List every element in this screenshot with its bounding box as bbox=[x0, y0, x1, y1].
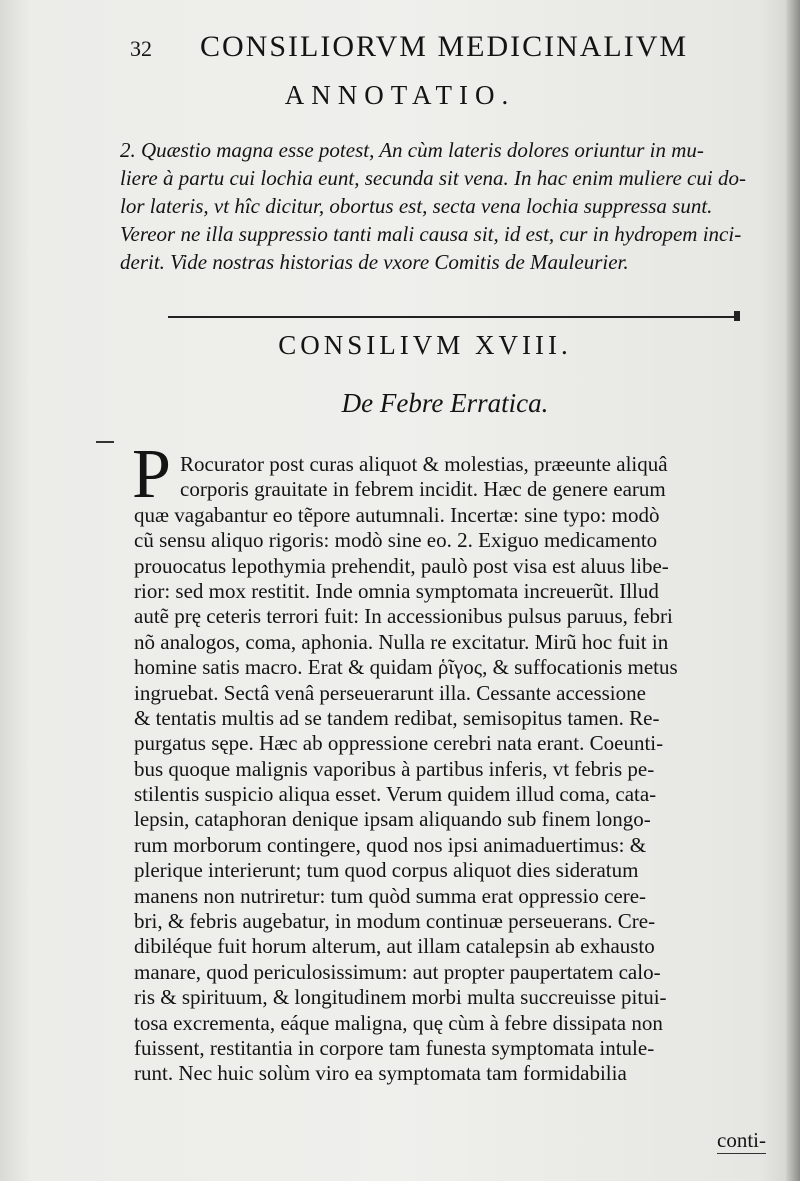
body-line: bri, & febris augebatur, in modum continuæ perseuerans. Cre- bbox=[134, 909, 656, 934]
body-paragraph bbox=[134, 452, 770, 1087]
annotation-line: liere à partu cui lochia eunt, secunda sit vena. In hac enim muliere cui do- bbox=[120, 166, 746, 190]
body-line: stilentis suspicio aliqua esset. Verum quidem illud coma, cata- bbox=[134, 782, 657, 807]
body-line: lepsin, cataphoran denique ipsam aliquando sub finem longo- bbox=[134, 807, 651, 832]
page-header bbox=[120, 26, 720, 66]
body-line: ingruebat. Sectâ venâ perseuerarunt illa. Cessante accessione bbox=[134, 680, 646, 705]
annotation-line: 2. Quæstio magna esse potest, An cùm lateris dolores oriuntur in mu- bbox=[120, 138, 704, 162]
body-line: cũ sensu aliquo rigoris: modò sine eo. 2. Exiguo medicamento bbox=[134, 528, 658, 553]
body-line: rum morborum contingere, quod nos ipsi animaduertimus: & bbox=[134, 832, 647, 857]
drop-cap: P bbox=[132, 436, 171, 513]
body-line: rior: sed mox restitit. Inde omnia symptomata increuerũt. Illud bbox=[134, 578, 659, 603]
divider-end-mark bbox=[734, 311, 740, 321]
page-edge-shadow bbox=[786, 0, 800, 1181]
page-number: 32 bbox=[130, 36, 152, 61]
body-line: tosa excrementa, eáque maligna, quę cùm à febre dissipata non bbox=[134, 1010, 663, 1035]
body-line: manare, quod periculosissimum: aut propter paupertatem calo- bbox=[134, 959, 661, 984]
body-line: nõ analogos, coma, aphonia. Nulla re excitatur. Mirũ hoc fuit in bbox=[134, 629, 669, 654]
body-line: & tentatis multis ad se tandem redibat, semisopitus tamen. Re- bbox=[134, 705, 660, 730]
annotation-line: lor lateris, vt hîc dicitur, obortus est, secta vena lochia suppressa sunt. bbox=[120, 194, 713, 218]
catchword: conti- bbox=[717, 1128, 766, 1152]
body-line: plerique interierunt; tum quod corpus aliquot dies sideratum bbox=[134, 858, 639, 883]
section-divider-rule bbox=[168, 316, 740, 318]
body-line: ris & spirituum, & longitudinem morbi multa succreuisse pitui- bbox=[134, 985, 667, 1010]
margin-mark bbox=[96, 441, 114, 443]
body-line: homine satis macro. Erat & quidam ῥῖγος, & suffocationis metus bbox=[134, 655, 678, 680]
body-line: Rocurator post curas aliquot & molestias, præeunte aliquâ bbox=[180, 452, 668, 476]
body-line: dibiléque fuit horum alterum, aut illam catalepsin ab exhausto bbox=[134, 934, 655, 959]
consilium-subtitle: De Febre Erratica. bbox=[341, 388, 549, 418]
annotation-line: Vereor ne illa suppressio tanti mali causa sit, id est, cur in hydropem inci- bbox=[120, 222, 742, 246]
body-line: prouocatus lepothymia prehendit, paulò post visa est aluus libe- bbox=[134, 553, 669, 578]
body-line: manens non nutriretur: tum quòd summa erat oppressio cere- bbox=[134, 883, 647, 908]
body-line: quæ vagabantur eo tẽpore autumnali. Incertæ: sine typo: modò bbox=[134, 502, 660, 527]
annotation-paragraph bbox=[120, 136, 768, 276]
body-line: runt. Nec huic solùm viro ea symptomata tam formidabilia bbox=[134, 1061, 627, 1086]
body-line: fuissent, restitantia in corpore tam funesta symptomata intule- bbox=[134, 1035, 655, 1060]
body-line: autẽ prę ceteris terrori fuit: In accessionibus pulsus paruus, febri bbox=[134, 604, 673, 629]
consilium-title: CONSILIVM XVIII. bbox=[278, 330, 572, 360]
body-line: purgatus sępe. Hæc ab oppressione cerebri nata erant. Coeunti- bbox=[134, 731, 664, 756]
running-head: CONSILIORVM MEDICINALIVM bbox=[200, 30, 689, 63]
body-line: corporis grauitate in febrem incidit. Hæc de genere earum bbox=[180, 477, 666, 502]
body-line: bus quoque malignis vaporibus à partibus inferis, vt febris pe- bbox=[134, 756, 655, 781]
annotation-line: derit. Vide nostras historias de vxore Comitis de Mauleurier. bbox=[120, 250, 629, 274]
annotation-heading: ANNOTATIO. bbox=[284, 80, 516, 110]
